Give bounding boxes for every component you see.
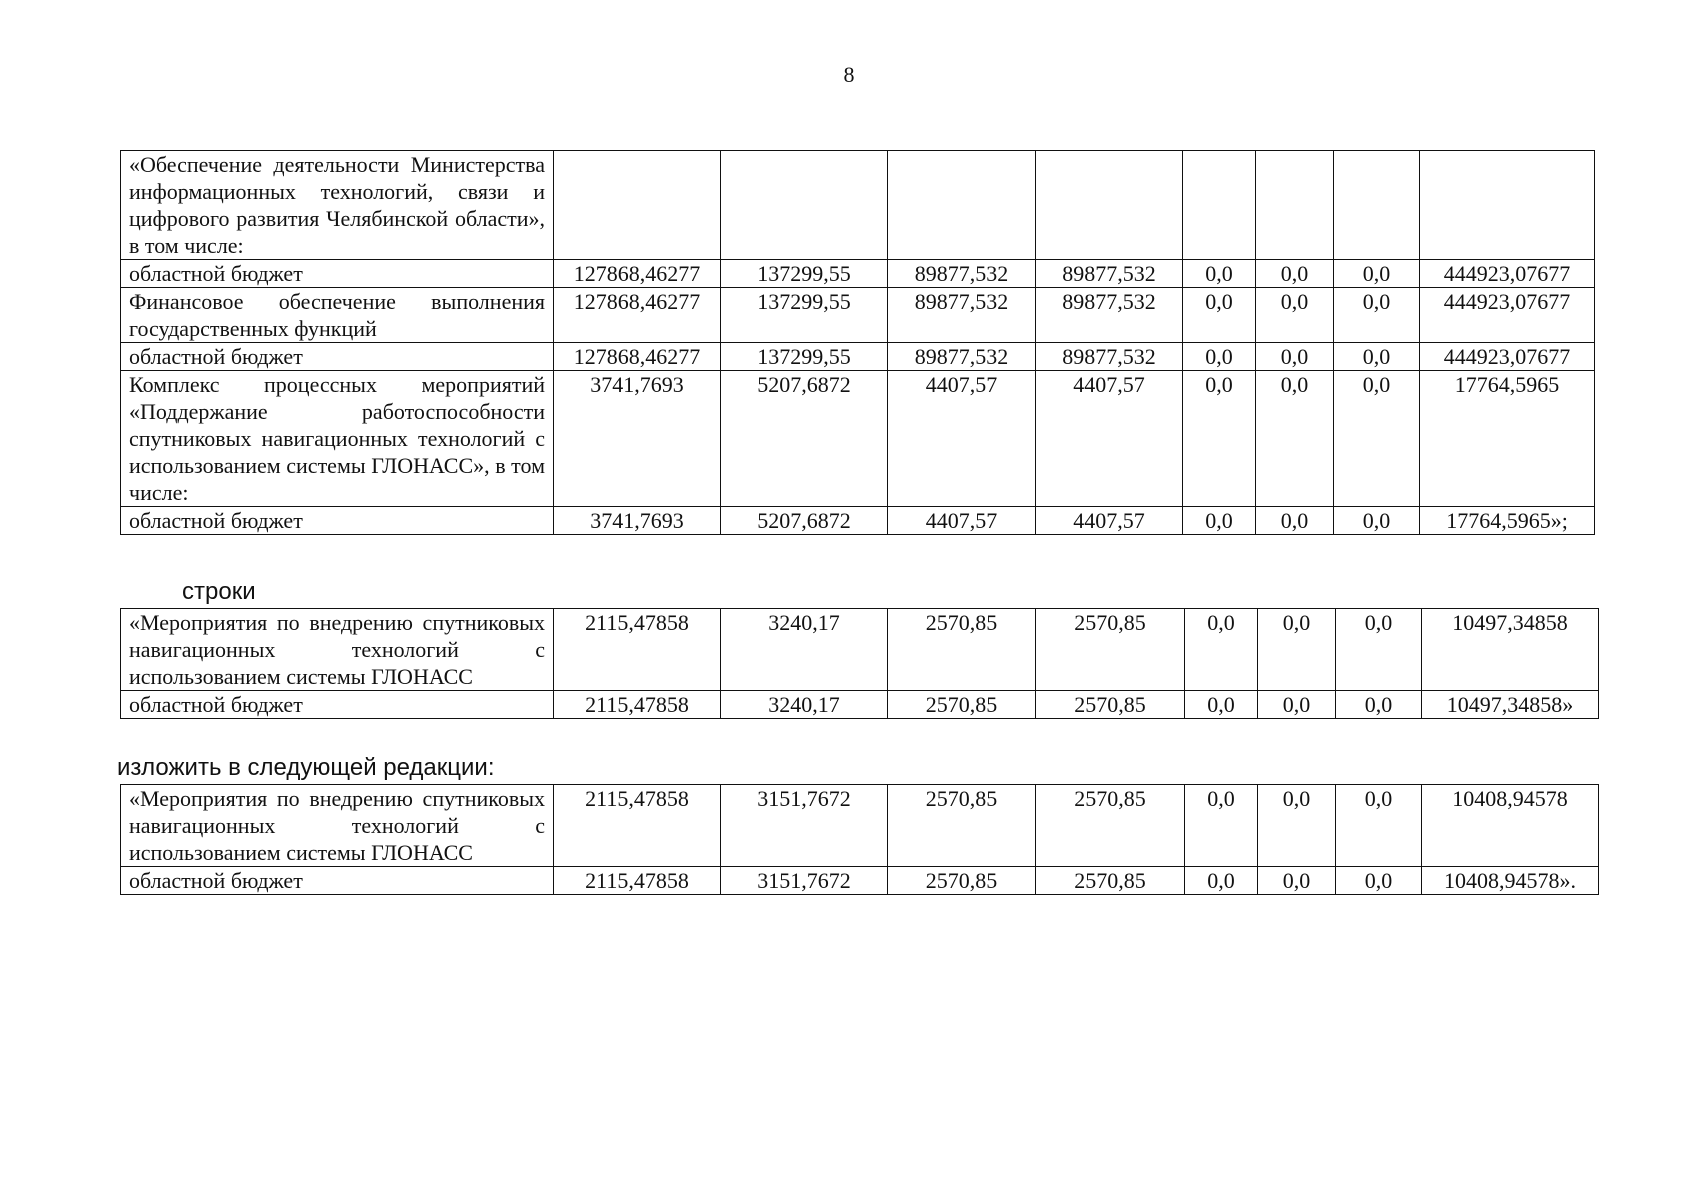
value-cell: 2570,85: [888, 867, 1036, 895]
value-cell: 2115,47858: [554, 609, 721, 691]
value-cell: 0,0: [1256, 371, 1334, 507]
row-description: «Мероприятия по внедрению спутниковых навигационных технологий с использованием системы ГЛОНАСС: [121, 785, 554, 867]
budget-table-current: [120, 150, 1595, 535]
value-cell: 0,0: [1258, 691, 1336, 719]
value-cell: 0,0: [1183, 288, 1256, 343]
value-cell: 0,0: [1334, 371, 1420, 507]
value-cell: 89877,532: [888, 343, 1036, 371]
value-cell: 4407,57: [1036, 507, 1183, 535]
value-cell: 0,0: [1334, 507, 1420, 535]
value-cell: [1183, 151, 1256, 260]
table-row: [121, 609, 1599, 691]
value-cell: 0,0: [1258, 785, 1336, 867]
value-cell: [721, 151, 888, 260]
value-cell: 0,0: [1183, 371, 1256, 507]
value-cell: 0,0: [1256, 288, 1334, 343]
value-cell: 3240,17: [721, 609, 888, 691]
value-cell: 5207,6872: [721, 371, 888, 507]
value-cell: 2115,47858: [554, 691, 721, 719]
budget-table-old-lines: [120, 608, 1599, 719]
total-cell: 17764,5965: [1420, 371, 1595, 507]
value-cell: 0,0: [1256, 343, 1334, 371]
value-cell: 0,0: [1185, 785, 1258, 867]
value-cell: 0,0: [1334, 288, 1420, 343]
total-cell: 444923,07677: [1420, 343, 1595, 371]
value-cell: 0,0: [1256, 507, 1334, 535]
value-cell: 0,0: [1336, 867, 1422, 895]
value-cell: 2570,85: [888, 785, 1036, 867]
row-description: «Обеспечение деятельности Министерства информационных технологий, связи и цифрового развития Челябинской области», в том числе:: [121, 151, 554, 260]
row-description: «Мероприятия по внедрению спутниковых навигационных технологий с использованием системы ГЛОНАСС: [121, 609, 554, 691]
row-description: Финансовое обеспечение выполнения государственных функций: [121, 288, 554, 343]
table-row: [121, 867, 1599, 895]
row-description: областной бюджет: [121, 867, 554, 895]
value-cell: 0,0: [1185, 609, 1258, 691]
value-cell: [1334, 151, 1420, 260]
total-cell: 17764,5965»;: [1420, 507, 1595, 535]
value-cell: 127868,46277: [554, 343, 721, 371]
value-cell: 2115,47858: [554, 785, 721, 867]
page-number: 8: [843, 62, 855, 87]
table-row: [121, 288, 1595, 343]
value-cell: 0,0: [1185, 867, 1258, 895]
value-cell: [1036, 151, 1183, 260]
table-row: [121, 260, 1595, 288]
table-row: [121, 691, 1599, 719]
value-cell: 137299,55: [721, 288, 888, 343]
table-row: [121, 371, 1595, 507]
budget-table-new-lines: [120, 784, 1599, 895]
value-cell: [554, 151, 721, 260]
value-cell: 2570,85: [1036, 867, 1185, 895]
value-cell: 2570,85: [1036, 609, 1185, 691]
row-description: Комплекс процессных мероприятий «Поддержание работоспособности спутниковых навигационных технологий с использованием системы ГЛОНАСС», в том числе:: [121, 371, 554, 507]
value-cell: 0,0: [1185, 691, 1258, 719]
value-cell: 127868,46277: [554, 288, 721, 343]
value-cell: 0,0: [1258, 867, 1336, 895]
row-description: областной бюджет: [121, 691, 554, 719]
value-cell: 0,0: [1336, 609, 1422, 691]
value-cell: 127868,46277: [554, 260, 721, 288]
value-cell: 3240,17: [721, 691, 888, 719]
amendment-note-new-wording: изложить в следующей редакции:: [117, 754, 495, 781]
value-cell: [888, 151, 1036, 260]
value-cell: 0,0: [1336, 691, 1422, 719]
value-cell: 3151,7672: [721, 867, 888, 895]
row-description: областной бюджет: [121, 507, 554, 535]
amendment-note-lines: строки: [182, 578, 256, 605]
value-cell: 0,0: [1336, 785, 1422, 867]
row-description: областной бюджет: [121, 343, 554, 371]
value-cell: 0,0: [1334, 260, 1420, 288]
value-cell: 5207,6872: [721, 507, 888, 535]
total-cell: [1420, 151, 1595, 260]
value-cell: 89877,532: [888, 288, 1036, 343]
value-cell: 137299,55: [721, 260, 888, 288]
table-row: [121, 785, 1599, 867]
table-row: [121, 343, 1595, 371]
value-cell: 137299,55: [721, 343, 888, 371]
value-cell: 89877,532: [1036, 260, 1183, 288]
value-cell: 0,0: [1256, 260, 1334, 288]
value-cell: 89877,532: [1036, 288, 1183, 343]
value-cell: [1256, 151, 1334, 260]
value-cell: 0,0: [1183, 507, 1256, 535]
value-cell: 0,0: [1183, 343, 1256, 371]
value-cell: 0,0: [1183, 260, 1256, 288]
table-row: [121, 151, 1595, 260]
value-cell: 0,0: [1258, 609, 1336, 691]
total-cell: 444923,07677: [1420, 288, 1595, 343]
total-cell: 10497,34858: [1422, 609, 1599, 691]
value-cell: 2570,85: [888, 691, 1036, 719]
value-cell: 2115,47858: [554, 867, 721, 895]
value-cell: 4407,57: [1036, 371, 1183, 507]
value-cell: 3741,7693: [554, 371, 721, 507]
value-cell: 2570,85: [1036, 691, 1185, 719]
value-cell: 89877,532: [888, 260, 1036, 288]
value-cell: 89877,532: [1036, 343, 1183, 371]
table-row: [121, 507, 1595, 535]
value-cell: 2570,85: [888, 609, 1036, 691]
total-cell: 444923,07677: [1420, 260, 1595, 288]
total-cell: 10408,94578: [1422, 785, 1599, 867]
row-description: областной бюджет: [121, 260, 554, 288]
value-cell: 4407,57: [888, 371, 1036, 507]
total-cell: 10497,34858»: [1422, 691, 1599, 719]
value-cell: 4407,57: [888, 507, 1036, 535]
value-cell: 0,0: [1334, 343, 1420, 371]
value-cell: 3741,7693: [554, 507, 721, 535]
total-cell: 10408,94578».: [1422, 867, 1599, 895]
value-cell: 3151,7672: [721, 785, 888, 867]
value-cell: 2570,85: [1036, 785, 1185, 867]
